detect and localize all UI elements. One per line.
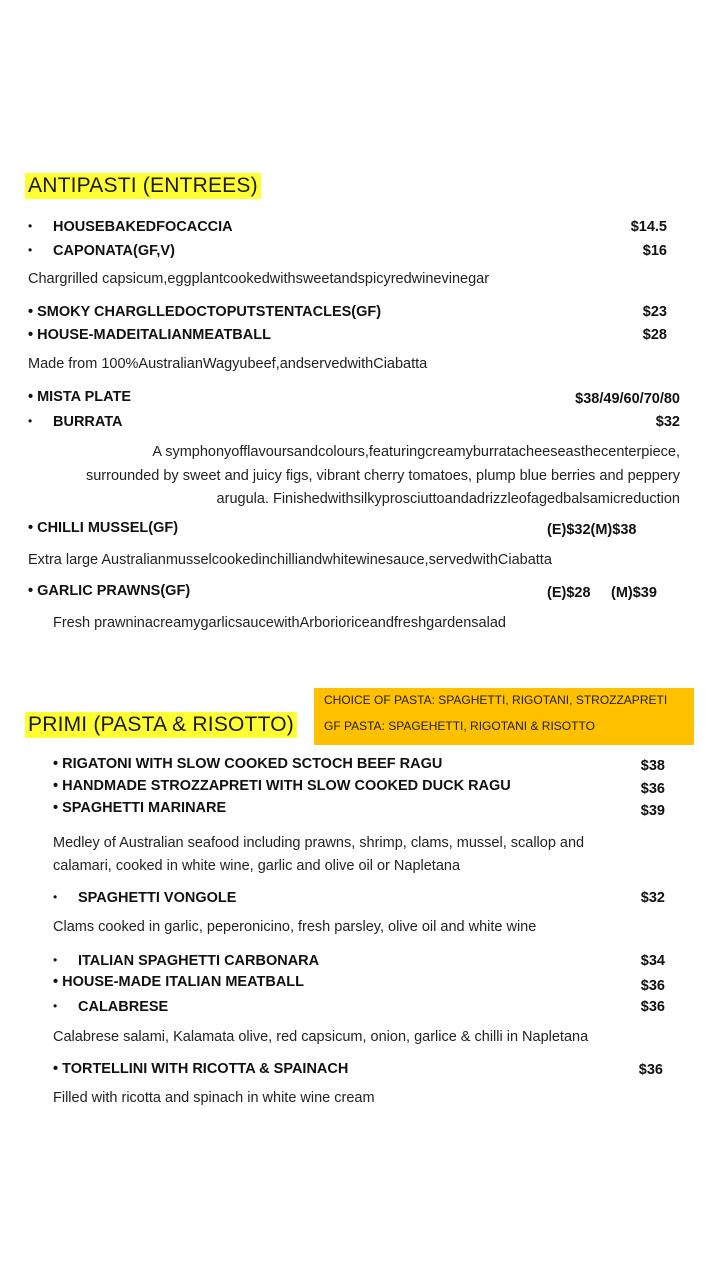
bullet-icon: • xyxy=(28,414,33,428)
menu-item-price: (E)$32(M)$38 xyxy=(547,522,637,538)
menu-item-price: $28 xyxy=(642,327,667,343)
pasta-choice-box xyxy=(314,688,694,745)
menu-item-description: Medley of Australian seafood including prawns, shrimp, clams, mussel, scallop and xyxy=(53,835,585,851)
pasta-choice-line xyxy=(324,693,667,707)
menu-item-name: • HOUSE-MADEITALIANMEATBALL xyxy=(28,327,271,343)
menu-item-price-entree: (E)$28 xyxy=(547,585,591,601)
menu-item-price: $32 xyxy=(655,414,680,430)
pasta-choice-value: : SPAGHETTI, RIGOTANI, STROZZAPRETI xyxy=(431,693,668,707)
menu-item-price: $36 xyxy=(640,978,665,994)
bullet-icon: • xyxy=(53,890,58,904)
menu-item-name: • SPAGHETTI MARINARE xyxy=(53,800,227,816)
menu-item-price: $36 xyxy=(638,1062,663,1078)
menu-item-price: $16 xyxy=(642,243,667,259)
menu-item-description: surrounded by sweet and juicy figs, vibrant cherry tomatoes, plump blue berries and peppery xyxy=(85,468,680,484)
menu-item-name: • HANDMADE STROZZAPRETI WITH SLOW COOKED DUCK RAGU xyxy=(53,778,511,794)
menu-item-name: • GARLIC PRAWNS(GF) xyxy=(28,583,191,599)
menu-item-price: $14.5 xyxy=(630,219,667,235)
menu-item-description: Calabrese salami, Kalamata olive, red capsicum, onion, garlice & chilli in Napletana xyxy=(53,1029,589,1045)
gf-pasta-line: GF PASTA: SPAGEHETTI, RIGOTANI & RISOTTO xyxy=(324,719,595,733)
menu-item-price: $39 xyxy=(640,803,665,819)
menu-item-name: • RIGATONI WITH SLOW COOKED SCTOCH BEEF RAGU xyxy=(53,756,443,772)
menu-item-name: CALABRESE xyxy=(78,999,169,1015)
menu-item-price-main: (M)$39 xyxy=(611,585,657,601)
antipasti-heading: ANTIPASTI (ENTREES) xyxy=(25,173,261,199)
pasta-choice-label: CHOICE OF PASTA xyxy=(324,693,432,707)
menu-item-name: BURRATA xyxy=(53,414,123,430)
menu-item-name: ITALIAN SPAGHETTI CARBONARA xyxy=(78,953,320,969)
menu-item-name: CAPONATA(GF,V) xyxy=(53,243,175,259)
menu-item-price: $38 xyxy=(640,758,665,774)
bullet-icon: • xyxy=(28,243,33,257)
menu-item-name: • SMOKY CHARGLLEDOCTOPUTSTENTACLES(GF) xyxy=(28,304,382,320)
menu-item-name: • TORTELLINI WITH RICOTTA & SPAINACH xyxy=(53,1061,349,1077)
menu-item-name: • HOUSE-MADE ITALIAN MEATBALL xyxy=(53,974,305,990)
menu-item-price: $34 xyxy=(640,953,665,969)
menu-item-price: $36 xyxy=(640,781,665,797)
menu-item-description: Extra large Australianmusselcookedinchilliandwhitewinesauce,servedwithCiabatta xyxy=(28,552,552,568)
menu-item-description: A symphonyofflavoursandcolours,featuringcreamyburratacheeseasthecenterpiece, xyxy=(152,444,680,460)
menu-item-description: calamari, cooked in white wine, garlic and olive oil or Napletana xyxy=(53,858,461,874)
bullet-icon: • xyxy=(53,999,58,1013)
menu-item-description: Chargrilled capsicum,eggplantcookedwithsweetandspicyredwinevinegar xyxy=(28,271,490,287)
menu-item-price: $23 xyxy=(642,304,667,320)
primi-heading: PRIMI (PASTA & RISOTTO) xyxy=(25,712,297,738)
menu-item-description: Clams cooked in garlic, peperonicino, fresh parsley, olive oil and white wine xyxy=(53,919,537,935)
bullet-icon: • xyxy=(53,953,58,967)
menu-item-description: arugula. Finishedwithsilkyprosciuttoandadrizzleofagedbalsamicreduction xyxy=(216,491,680,507)
menu-item-name: HOUSEBAKEDFOCACCIA xyxy=(53,219,233,235)
menu-item-price: $38/49/60/70/80 xyxy=(575,391,680,407)
menu-item-price: $36 xyxy=(640,999,665,1015)
menu-item-name: • MISTA PLATE xyxy=(28,389,132,405)
bullet-icon: • xyxy=(28,219,33,233)
menu-item-description: Made from 100%AustralianWagyubeef,andservedwithCiabatta xyxy=(28,356,428,372)
menu-item-name: • CHILLI MUSSEL(GF) xyxy=(28,520,179,536)
menu-item-description: Filled with ricotta and spinach in white wine cream xyxy=(53,1090,375,1106)
menu-item-price: $32 xyxy=(640,890,665,906)
menu-item-description: Fresh prawninacreamygarlicsaucewithArborioriceandfreshgardensalad xyxy=(53,615,506,631)
menu-item-name: SPAGHETTI VONGOLE xyxy=(78,890,237,906)
